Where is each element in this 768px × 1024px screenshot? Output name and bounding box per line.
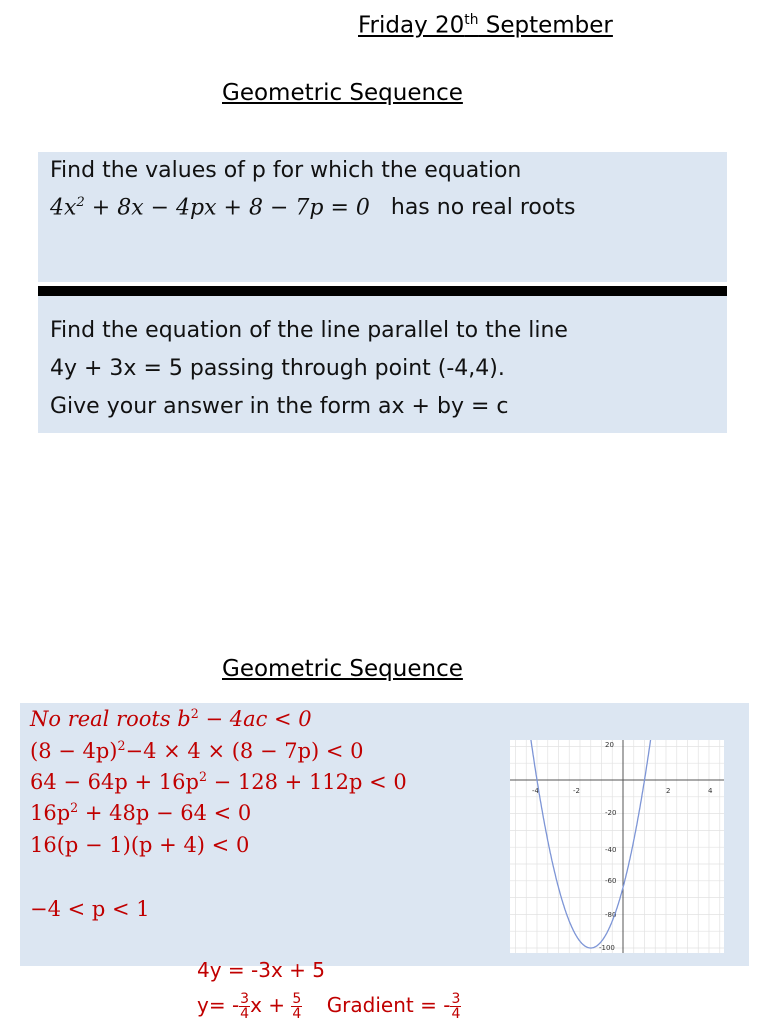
y-tick-label: -100 <box>599 944 615 952</box>
question-2-line-3: Give your answer in the form ax + by = c <box>50 394 509 419</box>
equation-rest: + 8x − 4px + 8 − 7p = 0 <box>84 195 370 221</box>
y-tick-label: 20 <box>605 741 614 749</box>
y-tick-label: -20 <box>605 809 617 817</box>
y-tick-label: -60 <box>605 877 617 885</box>
fraction-slope <box>239 992 250 1021</box>
fraction-gradient <box>450 992 461 1021</box>
question-2-line-2: 4y + 3x = 5 passing through point (-4,4). <box>50 356 505 381</box>
parabola-graph <box>510 740 724 953</box>
solution-term: (8 − 4p) <box>30 739 118 763</box>
solution-exponent: 2 <box>198 769 207 784</box>
graph-background <box>510 740 724 953</box>
discriminant-exponent: 2 <box>190 706 199 721</box>
date-month: September <box>478 12 613 39</box>
equation-term: 4x <box>50 195 77 221</box>
date-heading <box>358 12 613 39</box>
date-ordinal: th <box>464 12 479 28</box>
x-tick-label: 2 <box>666 787 671 795</box>
answers-title: Geometric Sequence <box>222 656 463 682</box>
page-title: Geometric Sequence <box>222 80 463 106</box>
solution-condition: No real roots <box>30 707 178 731</box>
solution-term: 16p <box>30 801 71 825</box>
x-tick-label: 4 <box>708 787 713 795</box>
solution-term: 64 − 64p + 16p <box>30 770 199 794</box>
fraction-denominator: 4 <box>292 1006 302 1022</box>
fraction-denominator: 4 <box>240 1006 250 1022</box>
solution-line-5: 16(p − 1)(p + 4) < 0 <box>30 833 250 857</box>
y-tick-label: -80 <box>605 911 617 919</box>
discriminant-rest: − 4ac < 0 <box>198 707 312 731</box>
gradient-label: Gradient = - <box>326 993 451 1017</box>
fraction-denominator: 4 <box>451 1006 461 1022</box>
divider-bar <box>38 286 727 296</box>
solution-line-3 <box>30 769 407 794</box>
solution-rest: −4 × 4 × (8 − 7p) < 0 <box>125 739 364 763</box>
solution-rest: + 48p − 64 < 0 <box>78 801 252 825</box>
solution-final: −4 < p < 1 <box>30 897 150 921</box>
question-1-line-1: Find the values of p for which the equation <box>50 158 522 183</box>
solution-line-2 <box>30 738 364 763</box>
fraction-numerator: 5 <box>292 991 302 1007</box>
solution-exponent: 2 <box>70 800 79 815</box>
line-answer-2 <box>197 992 461 1021</box>
solution-line-1 <box>30 706 312 731</box>
fraction-intercept <box>291 992 302 1021</box>
solution-rest: − 128 + 112p < 0 <box>206 770 407 794</box>
line-answer-1: 4y = -3x + 5 <box>197 958 326 982</box>
question-2-line-1: Find the equation of the line parallel to the line <box>50 318 568 343</box>
question-1-equation <box>50 195 575 220</box>
line-answer-prefix: y= - <box>197 993 240 1017</box>
equation-exponent: 2 <box>76 195 85 210</box>
y-tick-label: -40 <box>605 846 617 854</box>
fraction-numerator: 3 <box>451 991 461 1007</box>
fraction-numerator: 3 <box>240 991 250 1007</box>
x-tick-label: -2 <box>573 787 580 795</box>
discriminant-b: b <box>177 707 191 731</box>
solution-exponent: 2 <box>117 738 126 753</box>
solution-line-4 <box>30 800 251 825</box>
date-text: Friday 20 <box>358 12 465 39</box>
equation-condition: has no real roots <box>390 195 576 221</box>
x-tick-label: -4 <box>532 787 539 795</box>
line-answer-x: x + <box>250 993 292 1017</box>
